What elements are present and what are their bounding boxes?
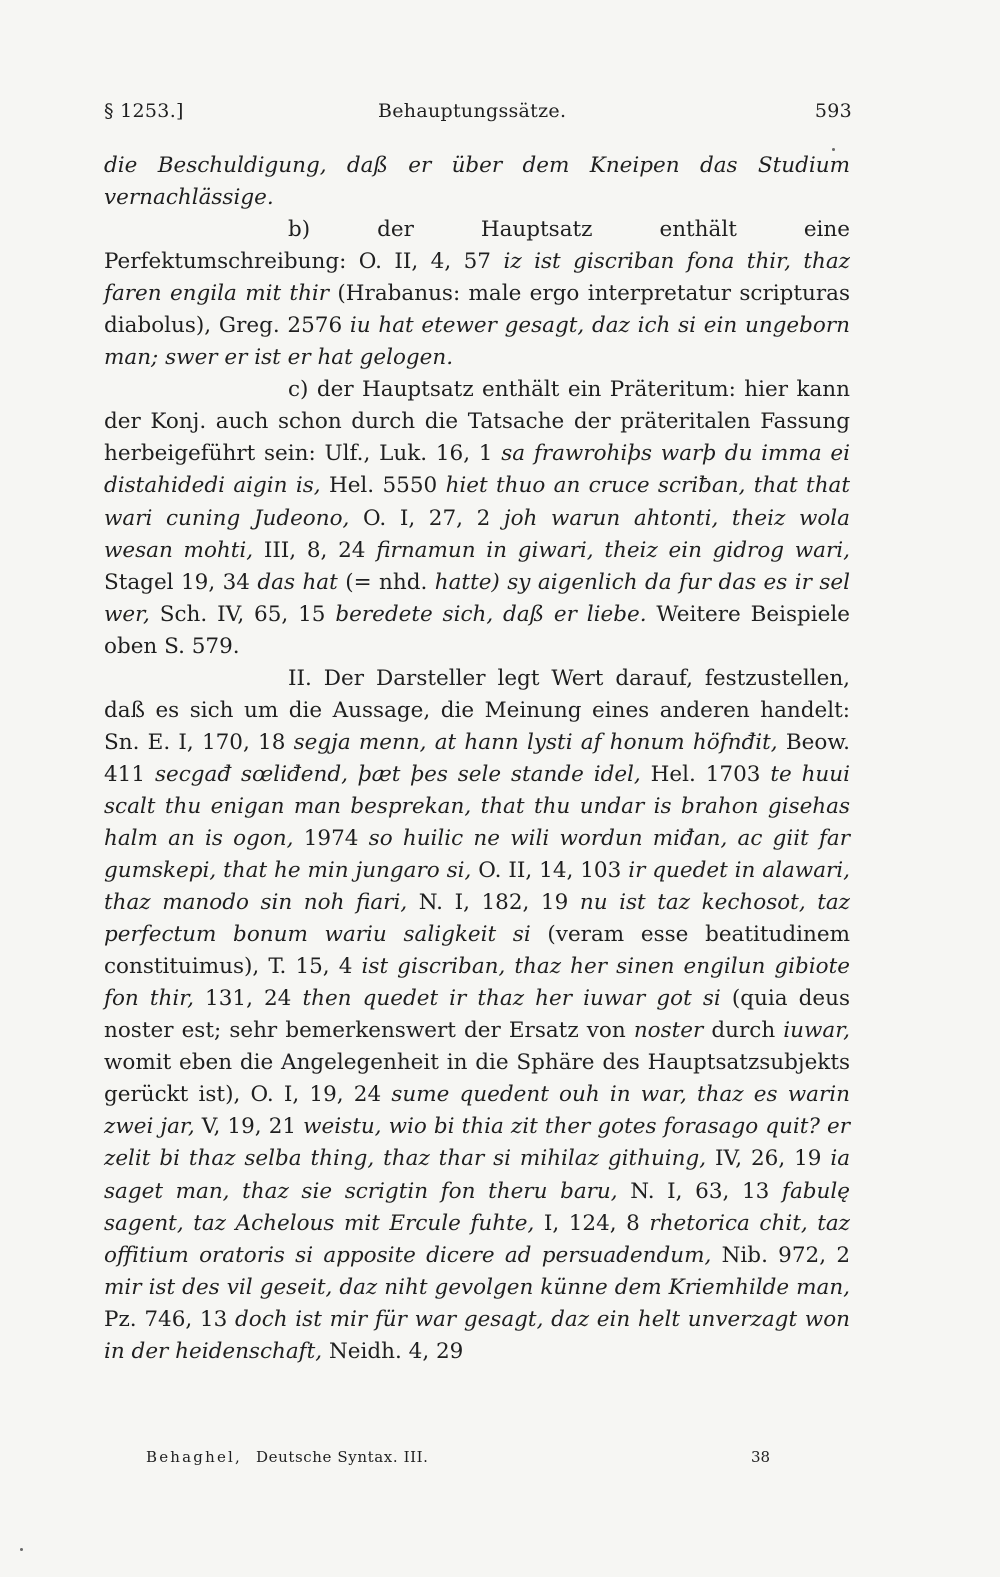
text-span: IV, 26, 19 [706,1146,831,1172]
paragraph [104,150,850,214]
page-number: 593 [814,100,852,122]
paragraph [104,663,850,1368]
text-span: weistu, wio bi thia zit ther gotes forasago quit? er zelit bi thaz selba thing, thaz thar si mihilaz githuing, [104,1114,850,1172]
text-span: segja menn, at hann lysti af honum höfnđit, [293,729,778,755]
paragraph [104,214,850,374]
text-span: Beow. 411 [104,729,851,787]
text-span: nu ist taz kechosot, taz perfectum bonum wariu saligkeit si [104,890,851,948]
text-span: (Hrabanus: male ergo interpretatur scripturas diabolus), Greg. 2576 [104,281,850,339]
text-span: 1974 [293,825,369,851]
text-span: b) der Hauptsatz enthält eine Perfektumschreibung: O. II, 4, 57 [104,217,850,275]
text-span: iu hat etewer gesagt, daz ich si ein ungeborn man; swer er ist er hat gelogen. [104,313,850,371]
text-span: Pz. 746, 13 [104,1306,235,1332]
text-span: joh warun ahtonti, theiz wola wesan mohti, [104,505,850,563]
print-speck [20,1548,23,1551]
text-span: III, 8, 24 [253,537,377,563]
text-span: die Beschuldigung, daß er über dem Kneipen das Studium vernachlässige. [104,153,850,211]
text-span: iuwar, [783,1018,850,1044]
footer-author: Behaghel, [146,1448,243,1466]
print-speck [832,148,835,151]
text-span: hiet thuo an cruce scriƀan, that that wari cuning Judeono, [104,473,850,531]
text-span: 131, 24 [193,986,303,1012]
text-span: durch [703,1018,784,1044]
paragraph [104,374,850,662]
text-span: ir quedet in alawari, thaz manodo sin noh fiari, [104,858,851,916]
text-span: Hel. 5550 [320,473,446,499]
text-span: hatte) sy aigenlich da fur das es ir sel wer, [104,569,850,627]
text-span: das hat [257,569,338,595]
text-span: Hel. 1703 [640,761,771,787]
body-text [104,150,850,1368]
text-span: Stagel 19, 34 [104,569,258,595]
text-span: sa frawrohiþs warþ du imma ei distahidedi aigin is, [104,441,850,499]
text-span: I, 124, 8 [534,1210,650,1236]
footer-signature-mark: 38 [751,1448,771,1466]
text-span: (veram esse beatitudinem constituimus), T. 15, 4 [104,922,850,980]
text-span: secgađ sœliđend, þæt þes sele stande idel, [154,761,641,787]
text-span: (= nhd. [337,569,435,595]
text-span: mir ist des vil geseit, daz niht gevolgen künne dem Kriemhilde man, [104,1274,850,1300]
footer-book-title: Deutsche Syntax. III. [256,1448,429,1466]
text-span: Neidh. 4, 29 [322,1338,464,1364]
text-span: Weitere Beispiele oben S. 579. [104,601,850,659]
text-span: O. II, 14, 103 [471,858,629,884]
text-span: ist giscriban, thaz her sinen engilun gibiote fon thir, [104,954,850,1012]
text-span: Nib. 972, 2 [711,1242,850,1268]
text-span: N. I, 63, 13 [617,1178,782,1204]
text-span: beredete sich, daß er liebe. [335,601,647,627]
header-title: Behauptungssätze. [378,100,567,122]
text-span: fabulę sagent, taz Achelous mit Ercule fuhte, [104,1178,850,1236]
text-span: (quia deus noster est; sehr bemerkenswert der Ersatz von [104,986,850,1044]
text-span: firnamun in giwari, theiz ein gidrog wari, [376,537,850,563]
text-span: II. Der Darsteller legt Wert darauf, festzustellen, daß es sich um die Aussage, die Meinung eines anderen handelt: Sn. E. I, 170, 18 [104,665,850,755]
running-header [100,100,852,132]
text-span: V, 19, 21 [194,1114,304,1140]
text-span: te huui scalt thu enigan man besprekan, that thu undar is brahon gisehas halm an is ogon, [104,761,850,851]
text-span: N. I, 182, 19 [407,890,580,916]
text-span: ia saget man, thaz sie scrigtin fon theru baru, [104,1146,851,1204]
text-span: doch ist mir für war gesagt, daz ein helt unverzagt won in der heidenschaft, [104,1306,850,1364]
text-span: so huilic ne wili wordun miđan, ac giit far gumskepi, that he min jungaro si, [104,825,851,884]
text-span: then quedet ir thaz her iuwar got si [302,986,721,1012]
text-span: Sch. IV, 65, 15 [149,601,336,627]
text-span: womit eben die Angelegenheit in die Sphäre des Hauptsatzsubjekts gerückt ist), O. I, 19, 24 [104,1050,850,1108]
signature-footer [140,1448,780,1476]
text-span: c) der Hauptsatz enthält ein Präteritum: hier kann der Konj. auch schon durch die Tatsache der präteritalen Fassung herbeigeführt sein: Ulf., Luk. 16, 1 [104,377,850,467]
text-span: sume quedent ouh in war, thaz es warin zwei jar, [104,1082,850,1140]
text-span: iz ist giscriban fona thir, thaz faren engila mit thir [104,249,850,307]
header-section-ref: § 1253.] [104,100,184,122]
text-span: O. I, 27, 2 [349,505,504,531]
text-span: rhetorica chit, taz offitium oratoris si apposite dicere ad persuadendum, [104,1210,851,1268]
text-span: noster [633,1018,704,1044]
